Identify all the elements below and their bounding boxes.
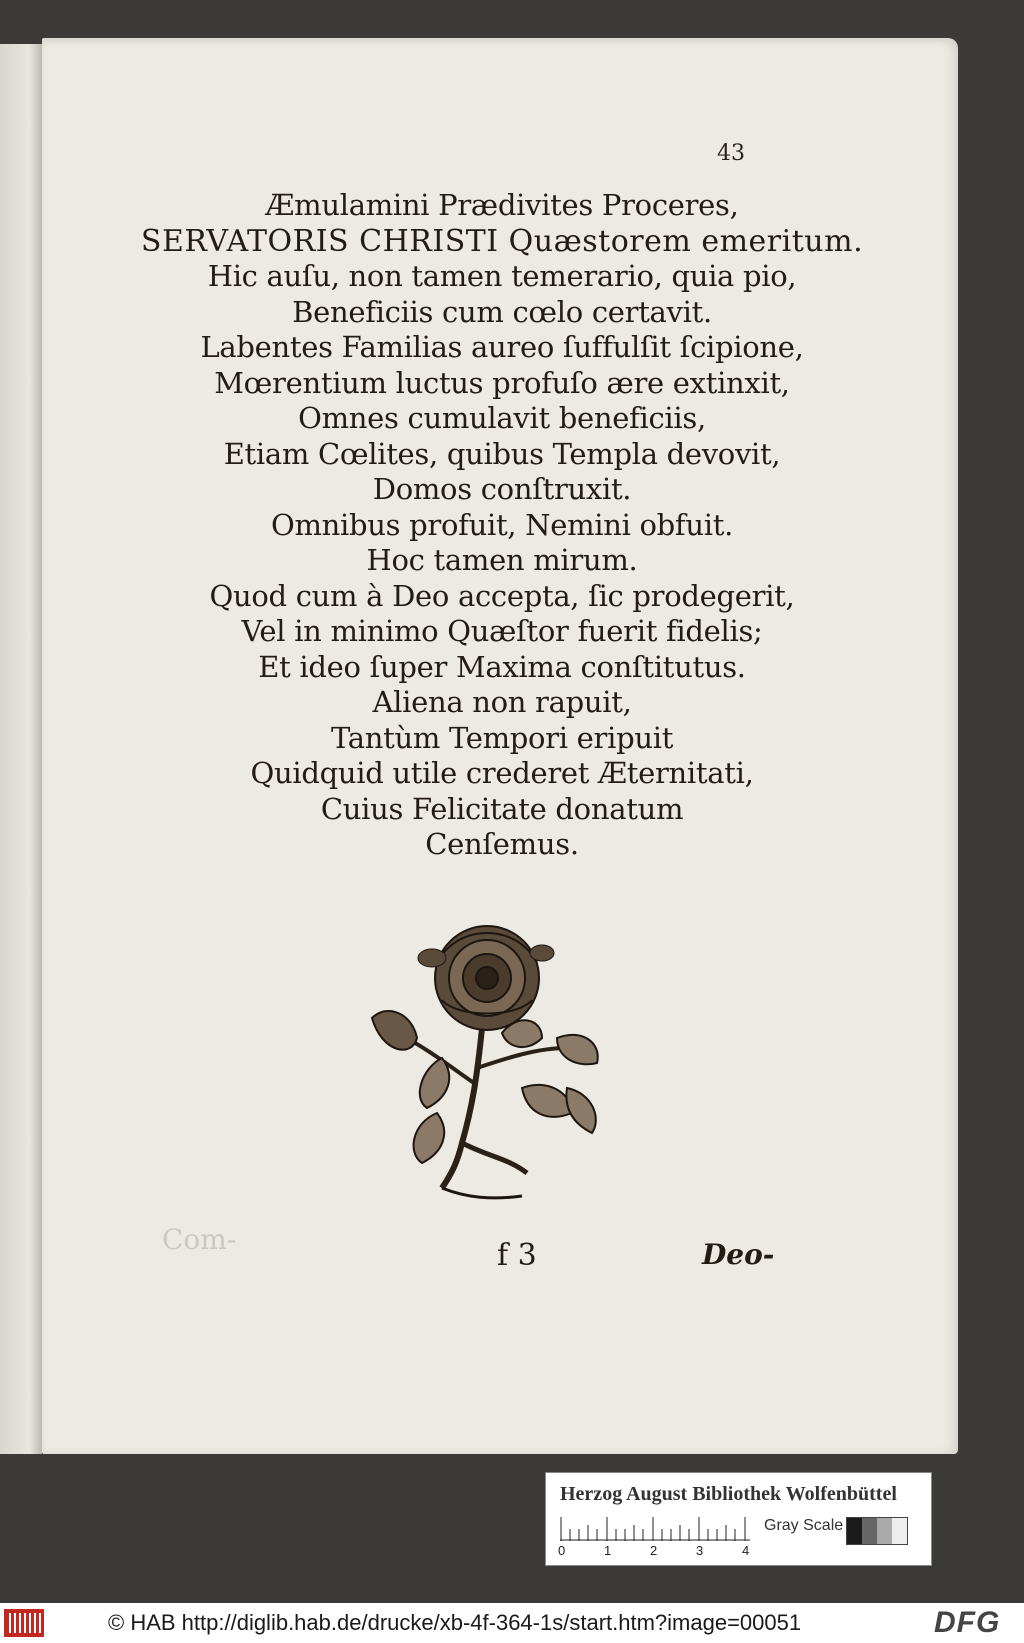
book-page (42, 38, 958, 1454)
gray-step (847, 1518, 862, 1544)
ruler-tick-label: 4 (742, 1543, 750, 1558)
gray-scale-label: Gray Scale (764, 1517, 844, 1534)
gray-scale-swatch (846, 1517, 908, 1545)
poem-line: Vel in minimo Quæſtor fuerit fidelis; (241, 614, 763, 648)
gray-step (892, 1518, 907, 1544)
poem-line: Omnibus profuit, Nemini obfuit. (271, 507, 733, 542)
poem-line: Mœrentium luctus profuſo ære extinxit, (214, 365, 790, 400)
ruler-numbers (558, 1543, 758, 1559)
facing-page-edge (0, 44, 42, 1454)
poem-line: Tantùm Tempori eripuit (330, 720, 674, 755)
poem-line: Hoc tamen mirum. (366, 543, 638, 577)
poem-line: Hic auſu, non tamen temerario, quia pio, (207, 259, 797, 293)
color-scale-card (545, 1472, 932, 1566)
catchword: Deo- (702, 1238, 775, 1271)
source-url-text: © HAB http://diglib.hab.de/drucke/xb-4f-364-1s/start.htm?image=00051 (108, 1610, 802, 1635)
poem-line: Domos conſtruxit. (372, 472, 632, 506)
show-through-text: Com- (162, 1223, 237, 1256)
signature-mark: f 3 (497, 1238, 537, 1273)
ruler-tick-label: 3 (696, 1543, 704, 1558)
gray-step (877, 1518, 892, 1544)
poem-line: Quidquid utile crederet Æternitati, (250, 756, 754, 790)
poem-line: Cuius Felicitate donatum (320, 791, 684, 826)
poem-line: Labentes Familias aureo ſuffulſit ſcipione, (200, 330, 804, 364)
rose-woodcut-icon (342, 908, 642, 1208)
poem-line: Beneficiis cum cœlo certavit. (292, 294, 712, 329)
poem-line: Omnes cumulavit beneficiis, (298, 401, 706, 435)
poem-line: Etiam Cœlites, quibus Templa devovit, (223, 436, 781, 471)
library-name: Herzog August Bibliothek Wolfenbüttel (560, 1483, 897, 1505)
ruler-tick-label: 2 (650, 1543, 658, 1558)
poem-line: Æmulamini Prædivites Proceres, (265, 188, 739, 222)
poem-text (92, 188, 912, 863)
poem-line: Quod cum à Deo accepta, ſic prodegerit, (209, 578, 795, 613)
poem-line: Cenſemus. (425, 827, 579, 861)
ruler-tick-label: 1 (604, 1543, 612, 1558)
ruler-icon (560, 1517, 750, 1541)
poem-line: Et ideo ſuper Maxima conſtitutus. (258, 649, 746, 684)
poem-line: SERVATORIS CHRISTI Quæstorem emeritum. (140, 223, 864, 259)
footer-bar (0, 1603, 1024, 1643)
facing-page-bleed (2, 164, 42, 1064)
page-number: 43 (717, 141, 745, 166)
dfg-logo: DFG (934, 1606, 1001, 1639)
hab-logo-icon (4, 1609, 44, 1637)
gray-step (862, 1518, 877, 1544)
poem-line: Aliena non rapuit, (372, 685, 632, 719)
ruler-tick-label: 0 (558, 1543, 566, 1558)
